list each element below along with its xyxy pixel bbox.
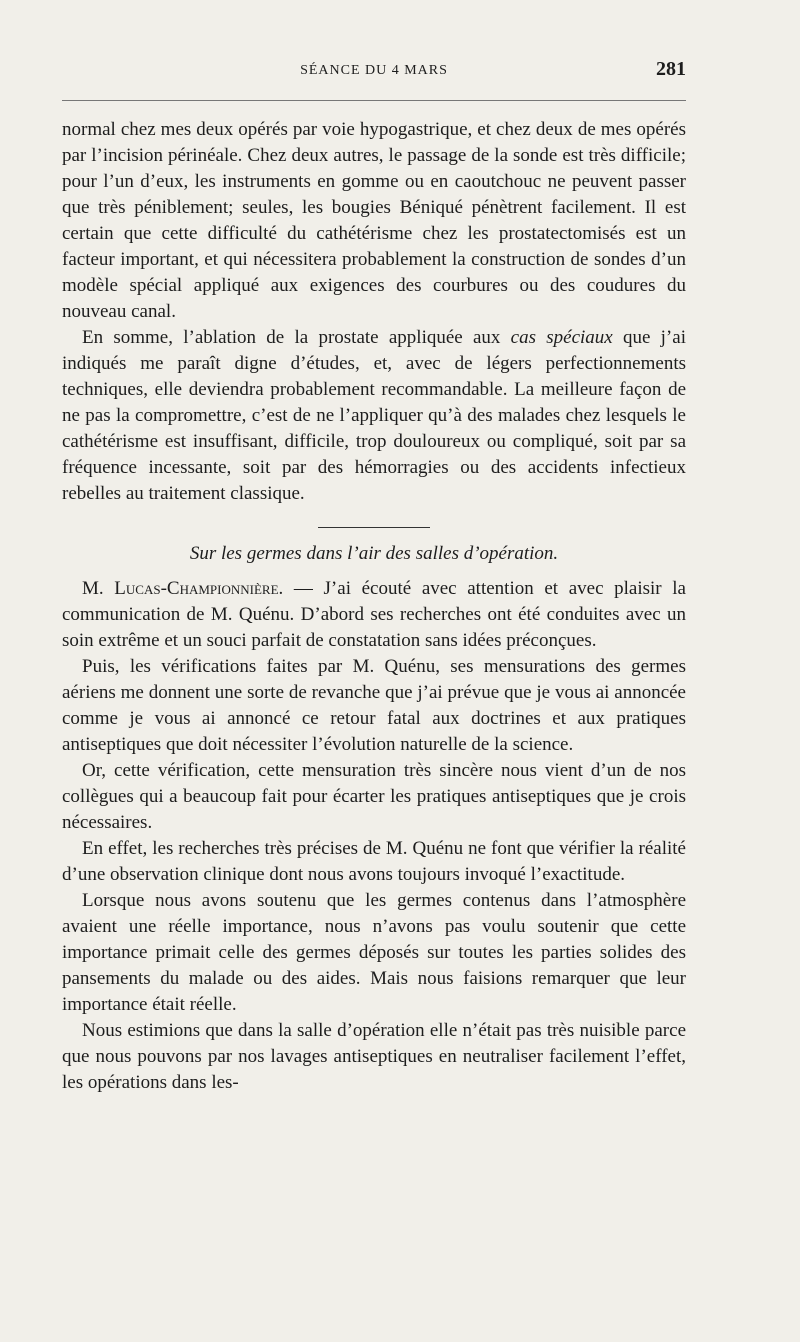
header-rule xyxy=(62,100,686,101)
section-separator xyxy=(318,527,430,528)
italic-phrase: cas spéciaux xyxy=(510,327,613,348)
paragraph xyxy=(62,576,686,654)
speaker-name: Lucas-Championnière. xyxy=(114,578,284,599)
paragraph: Nous estimions que dans la salle d’opération elle n’était pas très nuisible parce que nous pouvons par nos lavages antiseptiques en neutraliser facilement l’effet, les opérations dans les- xyxy=(62,1020,686,1093)
section-title: Sur les germes dans l’air des salles d’opération. xyxy=(189,543,559,564)
paragraph: Or, cette vérification, cette mensuration très sincère nous vient d’un de nos collègues qui a beaucoup fait pour écarter les pratiques antiseptiques que je crois nécessaires. xyxy=(62,760,686,833)
text-run: que j’ai indiqués me paraît digne d’études, et, avec de légers perfectionnements techniques, elle deviendra probablement recommandable. La meilleure façon de ne pas la compromettre, c’est de ne l’appliquer qu’à des malades chez lesquels le cathétérisme est insuffisant, difficile, trop douloureux ou compliqué, soit par sa fréquence incessante, soit par des hémorragies ou des accidents infectieux rebelles au traitement classique. xyxy=(62,327,686,504)
text-run: — J’ai écouté avec attention et avec plaisir la communication de M. Quénu. D’abord ses recherches ont été conduites avec un soin extrême et un souci parfait de constatation sans idées préconçues. xyxy=(62,578,686,651)
paragraph: En effet, les recherches très précises de M. Quénu ne font que vérifier la réalité d’une observation clinique dont nous avons toujours invoqué l’exactitude. xyxy=(62,838,686,885)
running-title: SÉANCE DU 4 MARS xyxy=(300,63,448,78)
paragraph: Lorsque nous avons soutenu que les germes contenus dans l’atmosphère avaient une réelle importance, nous n’avons pas voulu soutenir que cette importance primait celle des germes déposés sur toutes les parties solides des pansements du malade ou des aides. Mais nous faisions remarquer que leur importance était réelle. xyxy=(62,890,686,1015)
paragraph: Puis, les vérifications faites par M. Quénu, ses mensurations des germes aériens me donnent une sorte de revanche que j’ai prévue que je vous ai annoncée comme je vous ai annoncé ce retour fatal aux doctrines et aux pratiques antiseptiques que doit nécessiter l’évolution naturelle de la science. xyxy=(62,656,686,755)
paragraph: normal chez mes deux opérés par voie hypogastrique, et chez deux de mes opérés par l’incision périnéale. Chez deux autres, le passage de la sonde est très difficile; pour l’un d’eux, les instruments en gomme ou en caoutchouc ne peuvent passer que très péniblement; seules, les bougies Béniqué pénètrent facilement. Il est certain que cette difficulté du cathétérisme chez les prostatectomisés est un facteur important, et qui nécessitera probablement la construction de sondes d’un modèle spécial appliqué aux exigences des courbures ou des coudures du nouveau canal. xyxy=(62,119,686,322)
page-number: 281 xyxy=(656,58,686,80)
page-header xyxy=(62,58,686,88)
page-body xyxy=(62,117,686,1096)
speaker-prefix: M. xyxy=(82,578,115,599)
paragraph xyxy=(62,325,686,507)
text-run: En somme, l’ablation de la prostate appliquée aux xyxy=(82,327,511,348)
